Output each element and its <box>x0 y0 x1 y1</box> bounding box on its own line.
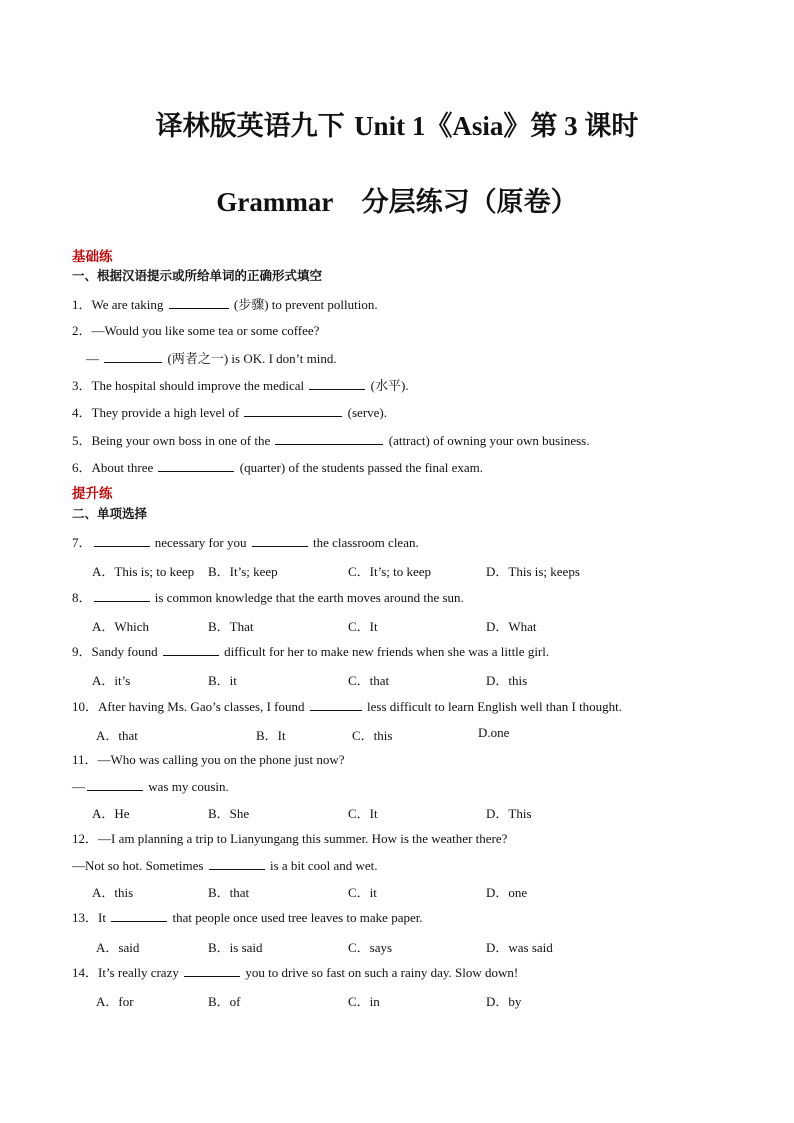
answer-blank[interactable] <box>158 459 234 472</box>
question-text: (quarter) of the students passed the final exam. <box>239 460 484 475</box>
question-text: 1．We are taking <box>72 297 164 312</box>
title-cn: 译林版英语九下 <box>155 111 345 142</box>
answer-blank[interactable] <box>94 589 150 602</box>
answer-blank[interactable] <box>169 296 229 309</box>
question-text: (attract) of owning your own business. <box>388 433 590 448</box>
option-a[interactable]: A．for <box>96 994 134 1009</box>
question-4 <box>72 404 387 421</box>
question-text: (serve). <box>347 405 387 420</box>
question-6 <box>72 459 483 476</box>
subtitle-en: Grammar <box>216 187 334 217</box>
question-12: 12．—I am planning a trip to Lianyungang this summer. How is the weather there? <box>72 831 508 846</box>
option-c[interactable]: C．this <box>352 728 393 743</box>
question-11: 11．—Who was calling you on the phone just now? <box>72 752 345 767</box>
option-c[interactable]: C．that <box>348 673 390 688</box>
question-9: 9．Sandy found difficult for her to make new friends when she was a little girl. <box>72 644 550 659</box>
question-11-reply: — was my cousin. <box>72 779 229 794</box>
question-5 <box>72 432 589 449</box>
question-text: 5．Being your own boss in one of the <box>72 433 271 448</box>
answer-blank[interactable] <box>94 534 150 547</box>
part2-heading: 二、单项选择 <box>72 506 148 521</box>
answer-blank[interactable] <box>104 350 162 363</box>
answer-blank[interactable] <box>111 909 167 922</box>
question-13: 13．It that people once used tree leaves to make paper. <box>72 910 423 925</box>
question-2 <box>72 323 319 339</box>
option-a[interactable]: A．Which <box>92 619 150 634</box>
option-b[interactable]: B．is said <box>208 940 263 955</box>
option-c[interactable]: C．in <box>348 994 380 1009</box>
answer-blank[interactable] <box>252 534 308 547</box>
question-text: (两者之一) is OK. I don’t mind. <box>167 351 337 366</box>
option-c[interactable]: C．it <box>348 885 377 900</box>
answer-blank[interactable] <box>309 377 365 390</box>
answer-blank[interactable] <box>244 404 342 417</box>
answer-blank[interactable] <box>163 643 219 656</box>
option-b[interactable]: B．that <box>208 885 250 900</box>
option-b[interactable]: B．of <box>208 994 241 1009</box>
option-d[interactable]: D.one <box>478 725 510 740</box>
question-3 <box>72 377 409 394</box>
option-d[interactable]: D．This is; keeps <box>486 564 580 579</box>
question-2-reply <box>86 350 337 367</box>
question-1 <box>72 296 378 313</box>
question-text: (步骤) to prevent pollution. <box>233 297 378 312</box>
question-text: 2．—Would you like some tea or some coffee? <box>72 323 320 338</box>
question-text: 3．The hospital should improve the medical <box>72 378 305 393</box>
option-d[interactable]: D．one <box>486 885 528 900</box>
option-a[interactable]: A．this <box>92 885 134 900</box>
question-14: 14．It’s really crazy you to drive so fast on such a rainy day. Slow down! <box>72 965 519 980</box>
question-text: 4．They provide a high level of <box>72 405 240 420</box>
answer-blank[interactable] <box>184 964 240 977</box>
answer-blank[interactable] <box>87 778 143 791</box>
option-a[interactable]: A．it’s <box>92 673 131 688</box>
page-title <box>0 104 794 143</box>
question-12-reply: —Not so hot. Sometimes is a bit cool and wet. <box>72 858 378 873</box>
option-d[interactable]: D．this <box>486 673 528 688</box>
option-c[interactable]: C．says <box>348 940 393 955</box>
question-text: 6．About three <box>72 460 154 475</box>
option-d[interactable]: D．was said <box>486 940 553 955</box>
subtitle-cn: 分层练习（原卷） <box>361 187 578 218</box>
option-a[interactable]: A．that <box>96 728 138 743</box>
option-b[interactable]: B．That <box>208 619 254 634</box>
question-7: 7． necessary for you the classroom clean. <box>72 535 419 550</box>
section-label-basic: 基础练 <box>72 249 113 265</box>
option-b[interactable]: B．She <box>208 806 250 821</box>
option-a[interactable]: A．said <box>96 940 140 955</box>
title-unit: Unit 1《Asia》第 3 课时 <box>354 111 639 141</box>
option-b[interactable]: B．It <box>256 728 286 743</box>
question-text: — <box>86 351 99 366</box>
answer-blank[interactable] <box>209 857 265 870</box>
answer-blank[interactable] <box>275 432 383 445</box>
question-10: 10．After having Ms. Gao’s classes, I found less difficult to learn English well than I thought. <box>72 699 623 714</box>
option-b[interactable]: B．it <box>208 673 237 688</box>
question-8: 8． is common knowledge that the earth moves around the sun. <box>72 590 464 605</box>
option-d[interactable]: D．This <box>486 806 532 821</box>
option-c[interactable]: C．It <box>348 806 378 821</box>
part1-heading: 一、根据汉语提示或所给单词的正确形式填空 <box>72 268 323 283</box>
option-d[interactable]: D．What <box>486 619 537 634</box>
option-a[interactable]: A．He <box>92 806 130 821</box>
section-label-advanced: 提升练 <box>72 486 113 502</box>
option-a[interactable]: A．This is; to keep <box>92 564 195 579</box>
option-c[interactable]: C．It <box>348 619 378 634</box>
option-c[interactable]: C．It’s; to keep <box>348 564 432 579</box>
page-subtitle <box>0 180 794 219</box>
question-text: (水平). <box>370 378 409 393</box>
option-b[interactable]: B．It’s; keep <box>208 564 278 579</box>
option-d[interactable]: D．by <box>486 994 522 1009</box>
answer-blank[interactable] <box>310 698 362 711</box>
